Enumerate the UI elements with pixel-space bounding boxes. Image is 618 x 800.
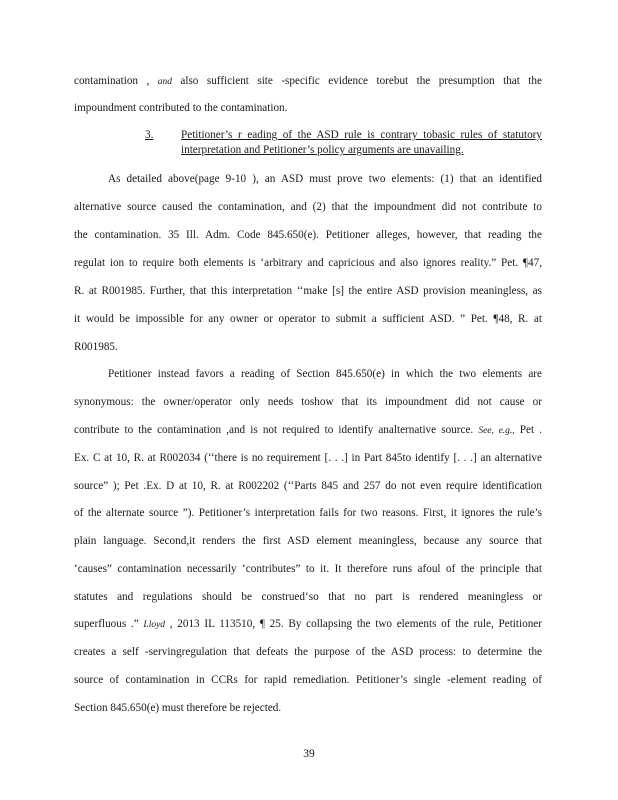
text-line: source of contamination in CCRs for rapid remediation. Petitioner’s single -element reading of	[74, 674, 542, 686]
text-line: R. at R001985. Further, that this interpretation ‘‘make [s] the entire ASD provision meaningless, as	[74, 285, 542, 297]
text-line: Ex. C at 10, R. at R002034 (‘‘there is no requirement [. . .] in Part 845to identify [. . .] an alternative	[74, 452, 542, 464]
text-line: regulat ion to require both elements is ‘arbitrary and capricious and also ignores reality.” Pet. ¶47,	[74, 257, 542, 269]
text-line: the contamination. 35 Ill. Adm. Code 845.650(e). Petitioner alleges, however, that reading the	[74, 229, 542, 241]
text-line: source” ); Pet .Ex. D at 10, R. at R002202 (‘‘Parts 845 and 257 do not even require identification	[74, 480, 542, 492]
page-number: 39	[303, 748, 315, 760]
text-line: As detailed above(page 9-10 ), an ASD must prove two elements: (1) that an identified	[108, 173, 542, 185]
text-line: R001985.	[74, 341, 118, 353]
italic-text: See, e.g.,	[478, 426, 515, 436]
text-span: superfluous .”	[74, 618, 144, 630]
text-span: , 2013 IL 113510, ¶ 25. By collapsing the two elements of the rule, Petitioner	[165, 618, 542, 630]
text-line: creates a self -servingregulation that defeats the purpose of the ASD process: to determine the	[74, 646, 542, 658]
text-span: also sufficient site -specific evidence torebut the presumption that the	[171, 75, 542, 87]
text-line: of the alternate source ”). Petitioner’s interpretation fails for two reasons. First, it ignores the rule’s	[74, 507, 542, 519]
text-span: Pet .	[514, 424, 543, 436]
text-span: contribute to the contamination ,and is not required to identify analternative source.	[74, 424, 479, 436]
text-line: synonymous: the owner/operator only needs toshow that its impoundment did not cause or	[74, 396, 542, 408]
heading-line: interpretation and Petitioner’s policy arguments are unavailing.	[181, 144, 464, 156]
text-line: ‘causes” contamination necessarily ‘contributes” to it. It therefore runs afoul of the principle that	[74, 563, 542, 575]
italic-text: and	[157, 77, 172, 87]
text-line: statutes and regulations should be construed‘so that no part is rendered meaningless or	[74, 591, 542, 603]
text-line: plain language. Second,it renders the first ASD element meaningless, because any source that	[74, 535, 542, 547]
text-span: contamination ,	[74, 75, 158, 87]
text-line: Section 845.650(e) must therefore be rejected.	[74, 702, 282, 714]
text-line	[74, 74, 542, 89]
italic-text: Lloyd	[143, 620, 166, 630]
heading-line: Petitioner’s r eading of the ASD rule is contrary tobasic rules of statutory	[181, 129, 542, 141]
text-line: it would be impossible for any owner or operator to submit a sufficient ASD. ” Pet. ¶48, R. at	[74, 313, 542, 325]
text-line	[74, 617, 542, 632]
text-line: impoundment contributed to the contamination.	[74, 102, 288, 114]
heading-number: 3.	[145, 129, 154, 141]
text-line	[74, 423, 542, 438]
text-line: alternative source caused the contamination, and (2) that the impoundment did not contribute to	[74, 201, 542, 213]
text-line: Petitioner instead favors a reading of Section 845.650(e) in which the two elements are	[108, 368, 542, 380]
